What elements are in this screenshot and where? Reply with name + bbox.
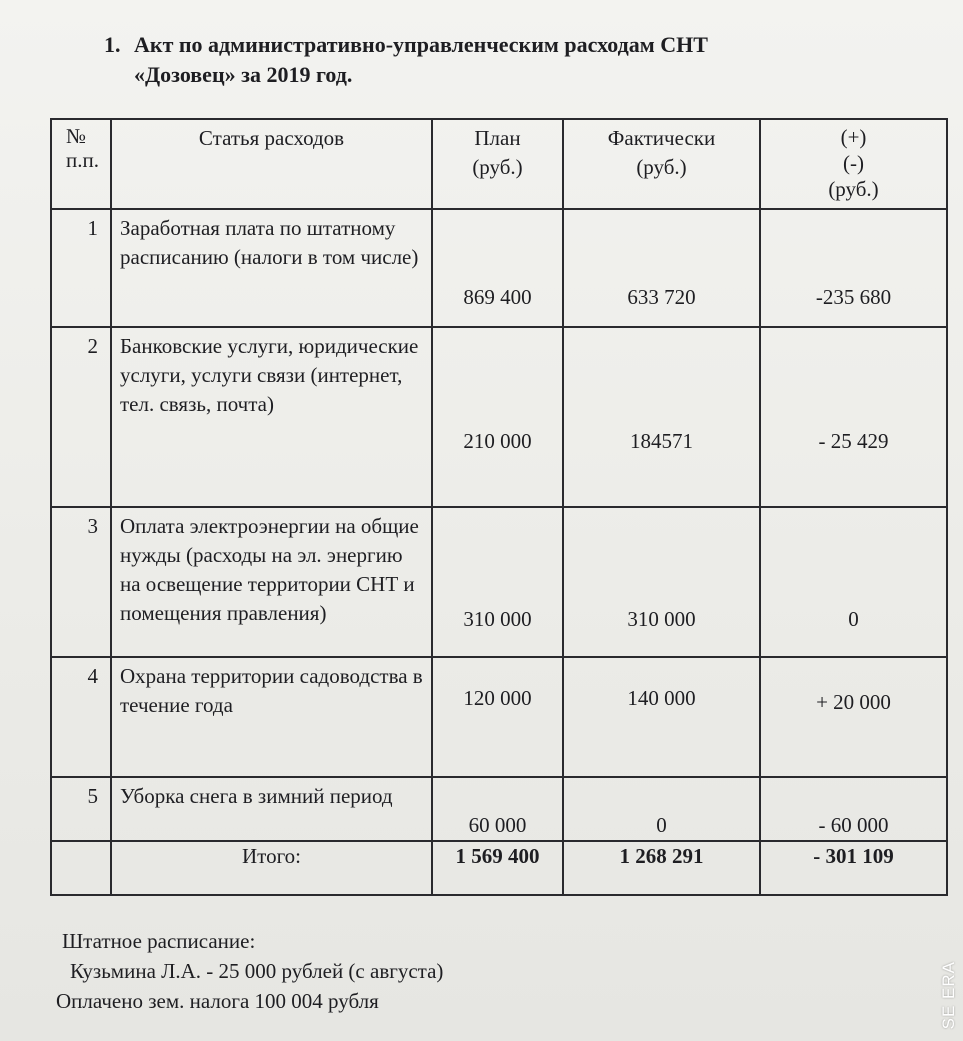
document-footer (56, 926, 444, 1016)
row-fact: 140 000 (563, 657, 760, 777)
expenses-table (50, 118, 948, 896)
row-difference: + 20 000 (760, 657, 947, 777)
row-plan: 210 000 (432, 327, 563, 507)
table-row (51, 657, 947, 777)
row-item: Уборка снега в зимний период (111, 777, 432, 841)
total-plan: 1 569 400 (432, 841, 563, 895)
row-plan: 120 000 (432, 657, 563, 777)
footer-line-3: Оплачено зем. налога 100 004 рубля (56, 989, 379, 1013)
table-row (51, 777, 947, 841)
title-number: 1. (104, 32, 121, 57)
row-number: 5 (51, 777, 111, 841)
total-fact: 1 268 291 (563, 841, 760, 895)
row-fact: 633 720 (563, 209, 760, 327)
table-row (51, 327, 947, 507)
header-plan: План (руб.) (432, 119, 563, 209)
row-difference: - 60 000 (760, 777, 947, 841)
table-row (51, 507, 947, 657)
header-item: Статья расходов (111, 119, 432, 209)
header-difference: (+) (-) (руб.) (760, 119, 947, 209)
row-item: Охрана территории садоводства в течение года (111, 657, 432, 777)
footer-line-1: Штатное расписание: (62, 929, 256, 953)
row-plan: 310 000 (432, 507, 563, 657)
header-number: № п.п. (51, 119, 111, 209)
table-row (51, 209, 947, 327)
row-number: 2 (51, 327, 111, 507)
row-fact: 184571 (563, 327, 760, 507)
footer-line-2: Кузьмина Л.А. - 25 000 рублей (с августа) (70, 959, 444, 983)
document-title (104, 30, 708, 90)
table-total-row (51, 841, 947, 895)
total-label: Итого: (111, 841, 432, 895)
row-item: Оплата электроэнергии на общие нужды (расходы на эл. энергию на освещение территории СНТ и помещения правления) (111, 507, 432, 657)
row-item: Заработная плата по штатному расписанию (налоги в том числе) (111, 209, 432, 327)
row-difference: - 25 429 (760, 327, 947, 507)
row-item: Банковские услуги, юридические услуги, услуги связи (интернет, тел. связь, почта) (111, 327, 432, 507)
title-line-1: Акт по административно-управленческим расходам СНТ (134, 32, 708, 57)
row-number: 1 (51, 209, 111, 327)
row-fact: 310 000 (563, 507, 760, 657)
row-plan: 869 400 (432, 209, 563, 327)
title-line-2: «Дозовец» за 2019 год. (134, 62, 353, 87)
row-fact: 0 (563, 777, 760, 841)
header-fact: Фактически (руб.) (563, 119, 760, 209)
row-difference: -235 680 (760, 209, 947, 327)
table-header-row (51, 119, 947, 209)
row-plan: 60 000 (432, 777, 563, 841)
row-difference: 0 (760, 507, 947, 657)
row-number: 3 (51, 507, 111, 657)
watermark: SE ERA (939, 960, 958, 1029)
total-difference: - 301 109 (760, 841, 947, 895)
row-number: 4 (51, 657, 111, 777)
total-number-cell (51, 841, 111, 895)
